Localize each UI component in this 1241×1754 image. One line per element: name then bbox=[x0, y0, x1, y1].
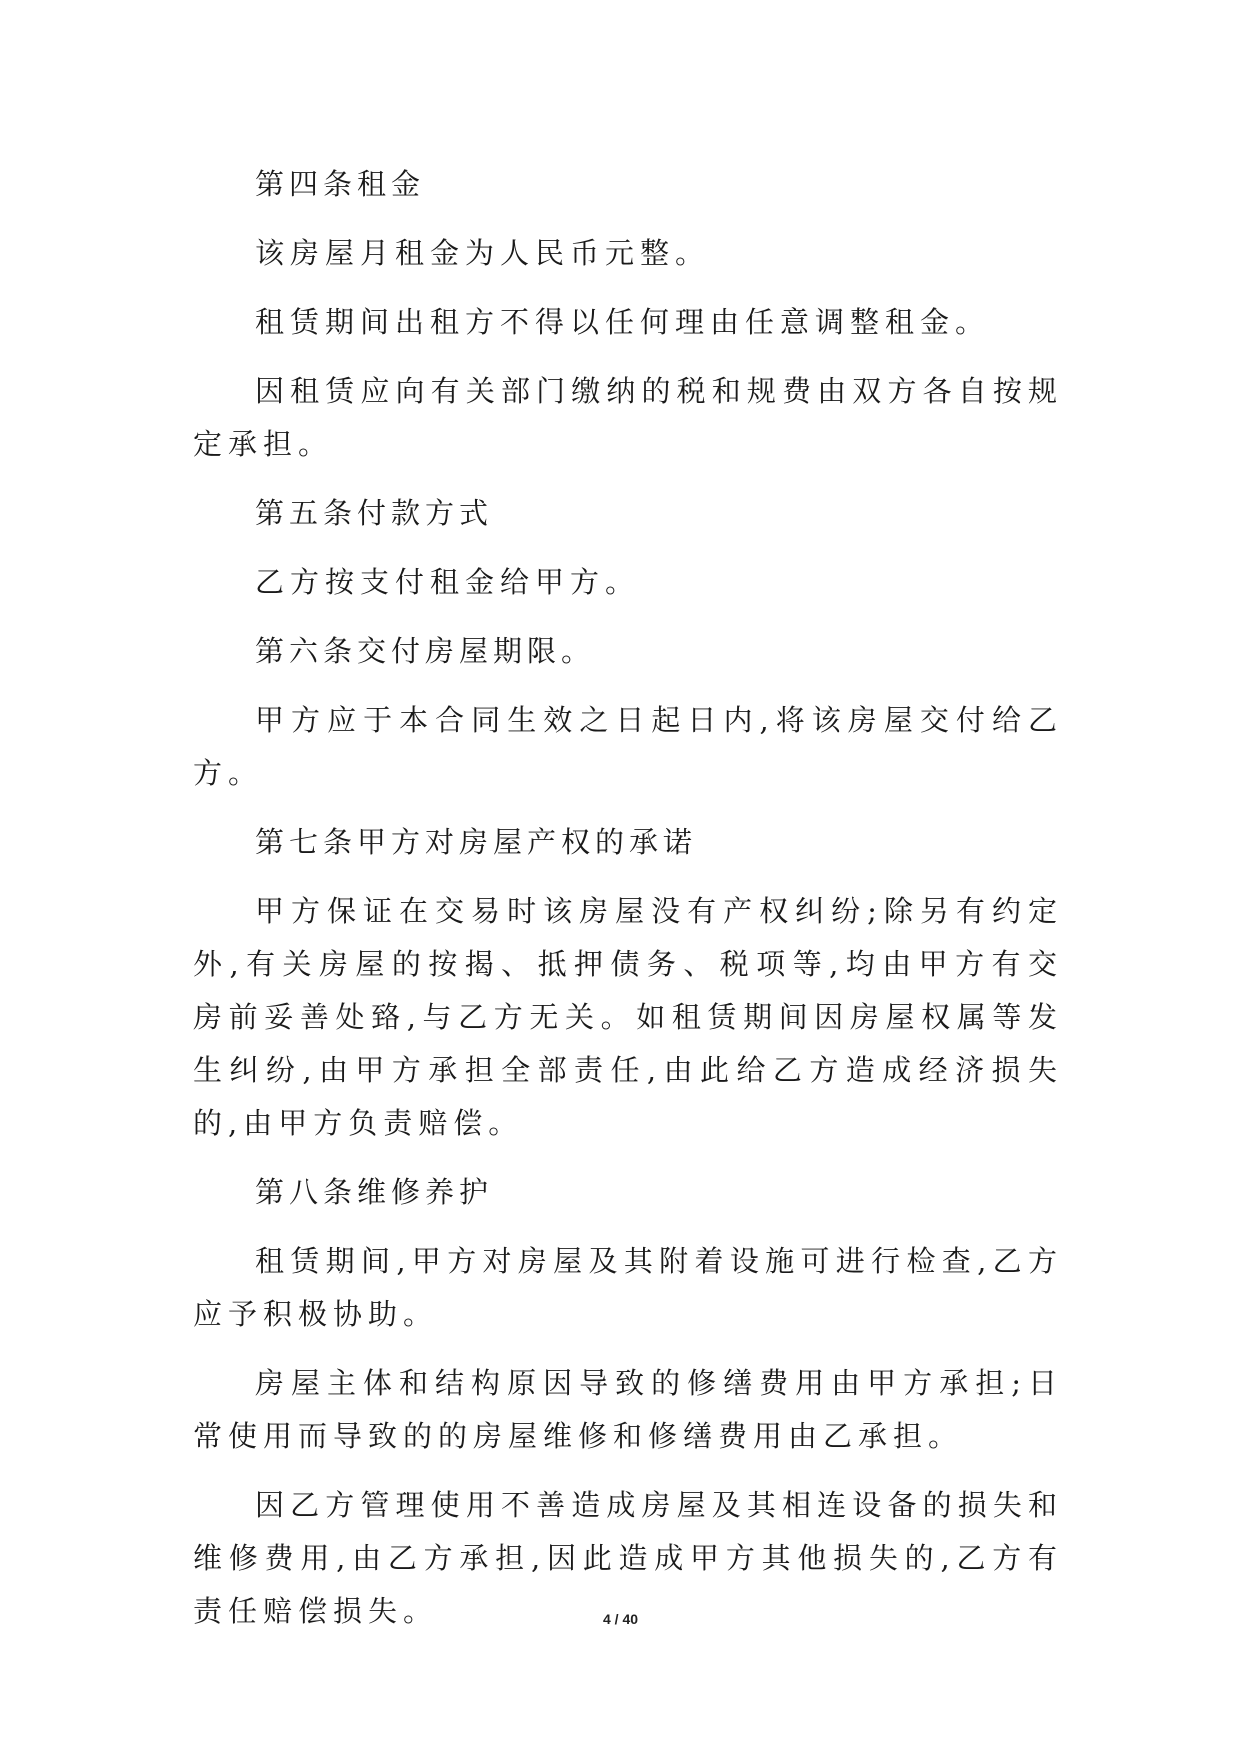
page-number: 4 / 40 bbox=[602, 1611, 639, 1627]
paragraph-inspection: 租赁期间,甲方对房屋及其附着设施可进行检查,乙方应予积极协助。 bbox=[193, 1244, 1063, 1331]
section-heading-article-4: 第四条租金 bbox=[255, 167, 426, 201]
paragraph-taxes-and-fees: 因租赁应向有关部门缴纳的税和规费由双方各自按规定承担。 bbox=[193, 374, 1063, 461]
section-heading-article-6: 第六条交付房屋期限。 bbox=[255, 634, 596, 668]
section-heading-article-7: 第七条甲方对房屋产权的承诺 bbox=[255, 825, 698, 859]
document-body bbox=[193, 158, 1063, 1654]
paragraph-property-rights-guarantee: 甲方保证在交易时该房屋没有产权纠纷;除另有约定外,有关房屋的按揭、抵押债务、税项等,均由甲方有交房前妥善处臵,与乙方无关。如租赁期间因房屋权属等发生纠纷,由甲方承担全部责任,由此给乙方造成经济损失的,由甲方负责赔偿。 bbox=[193, 894, 1063, 1140]
paragraph-rent-adjustment: 租赁期间出租方不得以任何理由任意调整租金。 bbox=[255, 305, 991, 339]
paragraph-payment-method: 乙方按支付租金给甲方。 bbox=[255, 565, 641, 599]
paragraph-repair-costs: 房屋主体和结构原因导致的修缮费用由甲方承担;日常使用而导致的的房屋维修和修缮费用由乙承担。 bbox=[193, 1366, 1063, 1453]
paragraph-delivery-deadline: 甲方应于本合同生效之日起日内,将该房屋交付给乙方。 bbox=[193, 703, 1063, 790]
section-heading-article-5: 第五条付款方式 bbox=[255, 496, 494, 530]
paragraph-monthly-rent: 该房屋月租金为人民币元整。 bbox=[255, 236, 711, 270]
section-heading-article-8: 第八条维修养护 bbox=[255, 1175, 494, 1209]
paragraph-damage-liability: 因乙方管理使用不善造成房屋及其相连设备的损失和维修费用,由乙方承担,因此造成甲方其他损失的,乙方有责任赔偿损失。 bbox=[193, 1488, 1063, 1628]
